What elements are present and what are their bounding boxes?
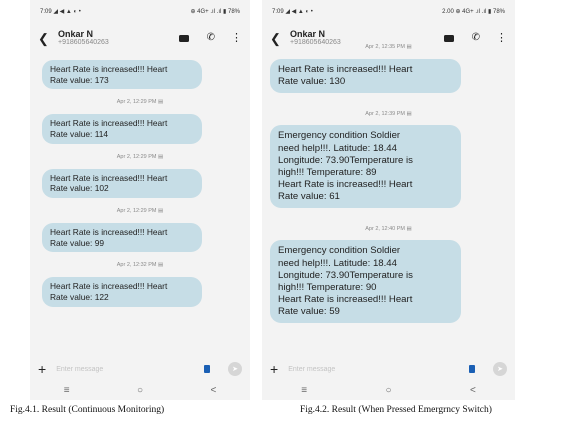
recents-icon[interactable]: ≡ xyxy=(63,385,70,396)
message-bubble[interactable]: Emergency condition Soldier need help!!!. Latitude: 18.44 Longitude: 73.90Temperature is high!!! Temperature: 89 Heart Rate is increased!!! Heart Rate value: 61 xyxy=(270,125,461,208)
contact-name: Onkar N xyxy=(58,28,94,39)
compose-bar xyxy=(30,358,250,380)
contact-number: +918605640263 xyxy=(58,39,109,47)
recents-icon[interactable]: ≡ xyxy=(301,385,308,396)
message-input[interactable] xyxy=(56,366,204,373)
phone-screenshot-continuous xyxy=(30,0,250,400)
message-bubble[interactable]: Heart Rate is increased!!! Heart Rate value: 173 xyxy=(42,60,202,89)
phone-screenshot-emergency xyxy=(262,0,515,400)
status-bar xyxy=(262,0,515,22)
home-icon[interactable]: ○ xyxy=(136,385,144,396)
send-icon[interactable]: ➤ xyxy=(493,362,507,376)
sim-card-icon[interactable] xyxy=(204,365,210,373)
status-time: 7:09 ◢ ◀ ▲ ◐ • xyxy=(272,8,313,15)
sim-card-icon[interactable] xyxy=(469,365,475,373)
status-time: 7:09 ◢ ◀ ▲ ◐ • xyxy=(40,8,81,15)
message-timestamp: Apr 2, 12:29 PM ▤ xyxy=(116,153,164,160)
message-bubble[interactable]: Heart Rate is increased!!! Heart Rate value: 114 xyxy=(42,114,202,143)
back-arrow-icon[interactable]: ❮ xyxy=(38,30,49,46)
system-nav-bar xyxy=(30,381,250,400)
message-icon[interactable] xyxy=(179,35,189,42)
status-indicators: ⊕ 4G+ .ıl .ıl ▮ 78% xyxy=(190,8,240,15)
message-timestamp: Apr 2, 12:40 PM ▤ xyxy=(365,226,412,233)
message-icon[interactable] xyxy=(444,35,454,42)
message-bubble[interactable]: Heart Rate is increased!!! Heart Rate value: 122 xyxy=(42,277,202,306)
back-arrow-icon[interactable]: ❮ xyxy=(270,30,281,46)
message-timestamp: Apr 2, 12:29 PM ▤ xyxy=(116,208,164,215)
message-bubble[interactable]: Heart Rate is increased!!! Heart Rate value: 130 xyxy=(270,59,461,93)
message-bubble[interactable]: Heart Rate is increased!!! Heart Rate value: 102 xyxy=(42,169,202,198)
conversation-header xyxy=(30,22,250,54)
message-bubble[interactable]: Emergency condition Soldier need help!!!. Latitude: 18.44 Longitude: 73.90Temperature is high!!! Temperature: 90 Heart Rate is increased!!! Heart Rate value: 59 xyxy=(270,240,461,323)
more-options-icon[interactable]: ⋮ xyxy=(231,31,242,44)
message-timestamp: Apr 2, 12:39 PM ▤ xyxy=(365,111,412,118)
plus-icon[interactable]: + xyxy=(270,361,279,377)
message-bubble[interactable]: Heart Rate is increased!!! Heart Rate value: 99 xyxy=(42,223,202,252)
contact-number: +918605640263 xyxy=(290,39,341,47)
more-options-icon[interactable]: ⋮ xyxy=(496,31,507,44)
message-list[interactable] xyxy=(262,44,515,354)
back-icon[interactable]: < xyxy=(469,385,476,396)
figure-caption-4-1: Fig.4.1. Result (Continuous Monitoring) xyxy=(10,405,165,415)
contact-name: Onkar N xyxy=(290,28,326,39)
message-input[interactable] xyxy=(288,366,469,373)
message-timestamp: Apr 2, 12:29 PM ▤ xyxy=(116,99,164,106)
system-nav-bar xyxy=(262,381,515,400)
status-indicators: 2.00 ⊕ 4G+ .ıl .ıl ▮ 78% xyxy=(442,8,505,15)
call-icon[interactable]: ✆ xyxy=(471,32,480,43)
status-bar xyxy=(30,0,250,22)
message-timestamp: Apr 2, 12:32 PM ▤ xyxy=(116,262,164,269)
home-icon[interactable]: ○ xyxy=(385,385,392,396)
plus-icon[interactable]: + xyxy=(38,361,47,377)
call-icon[interactable]: ✆ xyxy=(206,32,215,43)
send-icon[interactable]: ➤ xyxy=(228,362,242,376)
back-icon[interactable]: < xyxy=(210,385,217,396)
message-list[interactable] xyxy=(30,54,250,354)
figure-caption-4-2: Fig.4.2. Result (When Pressed Emergrncy Switch) xyxy=(300,405,492,415)
contact-info[interactable] xyxy=(58,29,179,47)
message-timestamp: Apr 2, 12:35 PM ▤ xyxy=(365,44,412,50)
compose-bar xyxy=(262,358,515,380)
